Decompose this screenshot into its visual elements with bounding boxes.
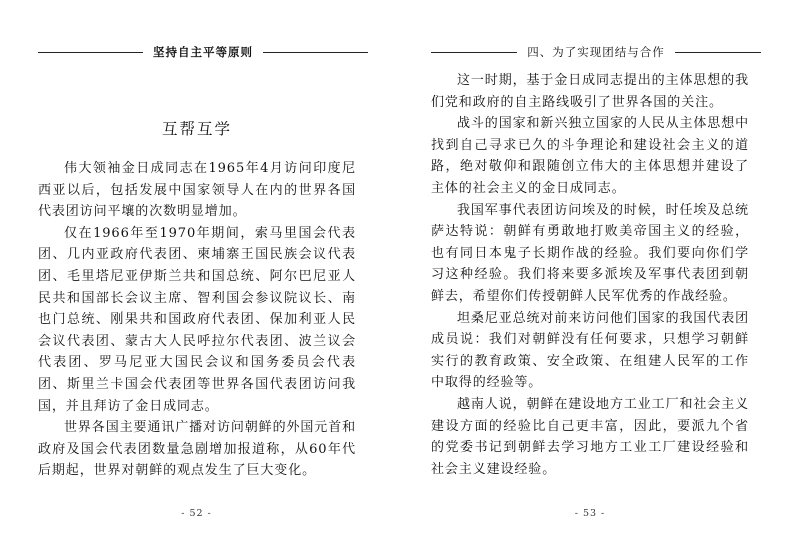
header-title: 坚持自主平等原则	[153, 45, 253, 59]
section-heading: 互帮互学	[161, 120, 232, 138]
paragraph: 世界各国主要通讯广播对访问朝鲜的外国元首和政府及国会代表团数量急剧增加报道称，从60年代后期起，世界对朝鲜的观点发生了巨大变化。	[38, 420, 356, 479]
page-number: - 53 -	[574, 508, 606, 519]
paragraph: 越南人说，朝鲜在建设地方工业工厂和社会主义建设方面的经验比自己更丰富，因此，要派九个省的党委书记到朝鲜去学习地方工业工厂建设经验和社会主义建设经验。	[431, 396, 749, 477]
paragraph: 伟大领袖金日成同志在1965年4月访问印度尼西亚以后，包括发展中国家领导人在内的世界各国代表团访问平壤的次数明显增加。	[38, 161, 356, 220]
header-rule-right	[675, 52, 761, 53]
header-rule-left	[431, 52, 517, 53]
page-number: - 52 -	[181, 508, 212, 519]
paragraph: 战斗的国家和新兴独立国家的人民从主体思想中找到自己寻求已久的斗争理论和建设社会主义的道路，绝对敬仰和跟随创立伟大的主体思想并建设了主体的社会主义的金日成同志。	[431, 116, 749, 196]
paragraph: 坦桑尼亚总统对前来访问他们国家的我国代表团成员说：我们对朝鲜没有任何要求，只想学习朝鲜实行的教育政策、安全政策、在组建人民军的工作中取得的经验等。	[431, 310, 749, 391]
header-title: 四、为了实现团结与合作	[527, 45, 665, 59]
running-header	[431, 44, 761, 60]
body-text	[38, 158, 356, 482]
paragraph: 仅在1966年至1970年期间，索马里国会代表团、几内亚政府代表团、柬埔寨王国民族会议代表团、毛里塔尼亚伊斯兰共和国总统、阿尔巴尼亚人民共和国部长会议主席、智利国会参议院议长、南也门总统、刚果共和国政府代表团、保加利亚人民会议代表团、蒙古大人民呼拉尔代表团、波兰议会代表团、罗马尼亚大国民会议和国务委员会代表团、斯里兰卡国会代表团等世界各国代表团访问我国，并且拜访了金日成同志。	[38, 225, 356, 414]
running-header	[38, 44, 368, 60]
header-rule-right	[263, 52, 368, 53]
paragraph: 这一时期，基于金日成同志提出的主体思想的我们党和政府的自主路线吸引了世界各国的关注。	[431, 73, 749, 110]
body-text	[431, 70, 749, 480]
right-page	[393, 0, 787, 559]
left-page	[0, 0, 393, 559]
paragraph: 我国军事代表团访问埃及的时候，时任埃及总统萨达特说：朝鲜有勇敢地打败美帝国主义的经验，也有同日本鬼子长期作战的经验。我们要向你们学习这种经验。我们将来要多派埃及军事代表团到朝鲜去，希望你们传授朝鲜人民军优秀的作战经验。	[431, 202, 749, 304]
header-rule-left	[38, 52, 143, 53]
